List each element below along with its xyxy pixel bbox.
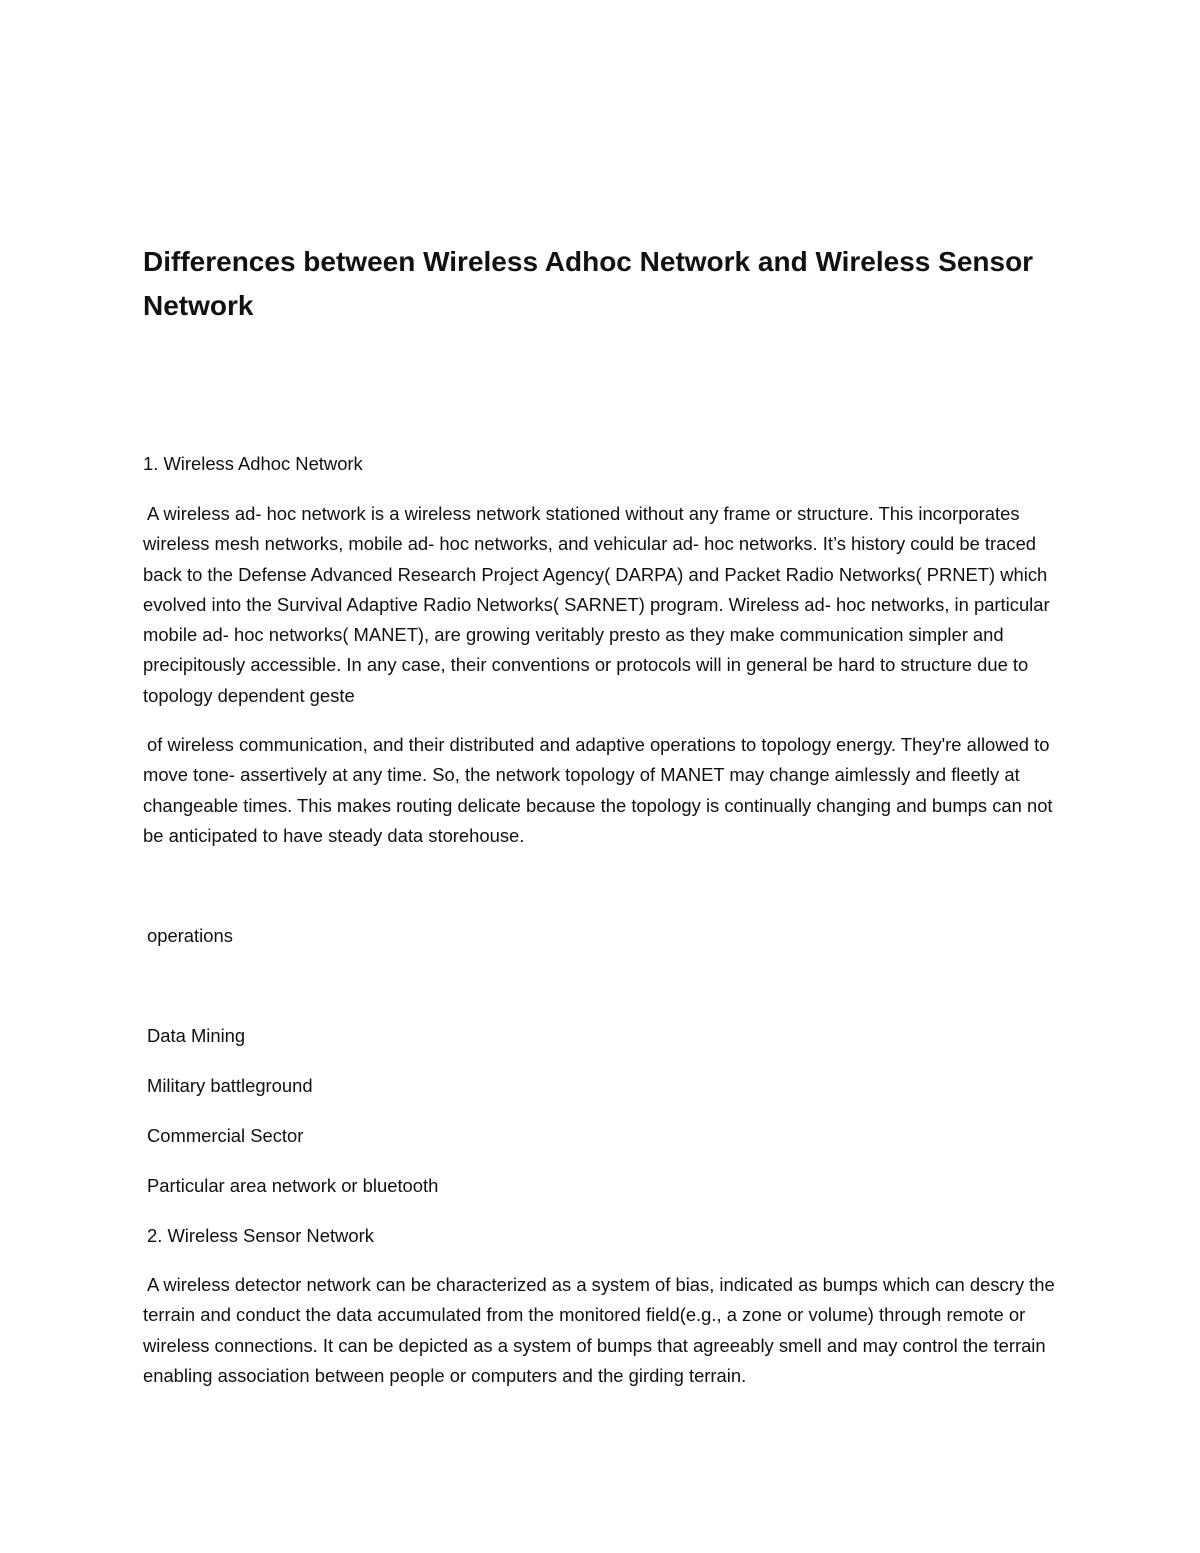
list-item: Particular area network or bluetooth [147, 1175, 439, 1196]
paragraph-adhoc-intro: A wireless ad- hoc network is a wireless network stationed without any frame or structure. This incorporates wireless mesh networks, mobile ad- hoc networks, and vehicular ad- hoc networks. It’s history could be traced back to the Defense Advanced Research Project Agency( DARPA) and Packet Radio Networks( PRNET) which evolved into the Survival Adaptive Radio Networks( SARNET) program. Wireless ad- hoc networks, in particular mobile ad- hoc networks( MANET), are growing veritably presto as they make communication simpler and precipitously accessible. In any case, their conventions or protocols will in general be hard to structure due to topology dependent geste [143, 503, 1050, 706]
section-heading-wireless-adhoc: 1. Wireless Adhoc Network [143, 453, 363, 474]
list-item: Military battleground [147, 1075, 313, 1096]
paragraph-adhoc-topology: of wireless communication, and their distributed and adaptive operations to topology energy. They're allowed to move tone- assertively at any time. So, the network topology of MANET may change aimlessly and fleetly at changeable times. This makes routing delicate because the topology is continually changing and bumps can not be anticipated to have steady data storehouse. [143, 734, 1053, 846]
list-item: Data Mining [147, 1025, 246, 1046]
operations-label: operations [147, 925, 233, 946]
list-item: Commercial Sector [147, 1125, 304, 1146]
document-title: Differences between Wireless Adhoc Network and Wireless Sensor Network [143, 246, 1034, 321]
paragraph-sensor-intro: A wireless detector network can be characterized as a system of bias, indicated as bumps which can descry the terrain and conduct the data accumulated from the monitored field(e.g., a zone or volume) through remote or wireless connections. It can be depicted as a system of bumps that agreeably smell and may control the terrain enabling association between people or computers and the girding terrain. [143, 1274, 1055, 1386]
section-heading-wireless-sensor: 2. Wireless Sensor Network [147, 1225, 374, 1246]
